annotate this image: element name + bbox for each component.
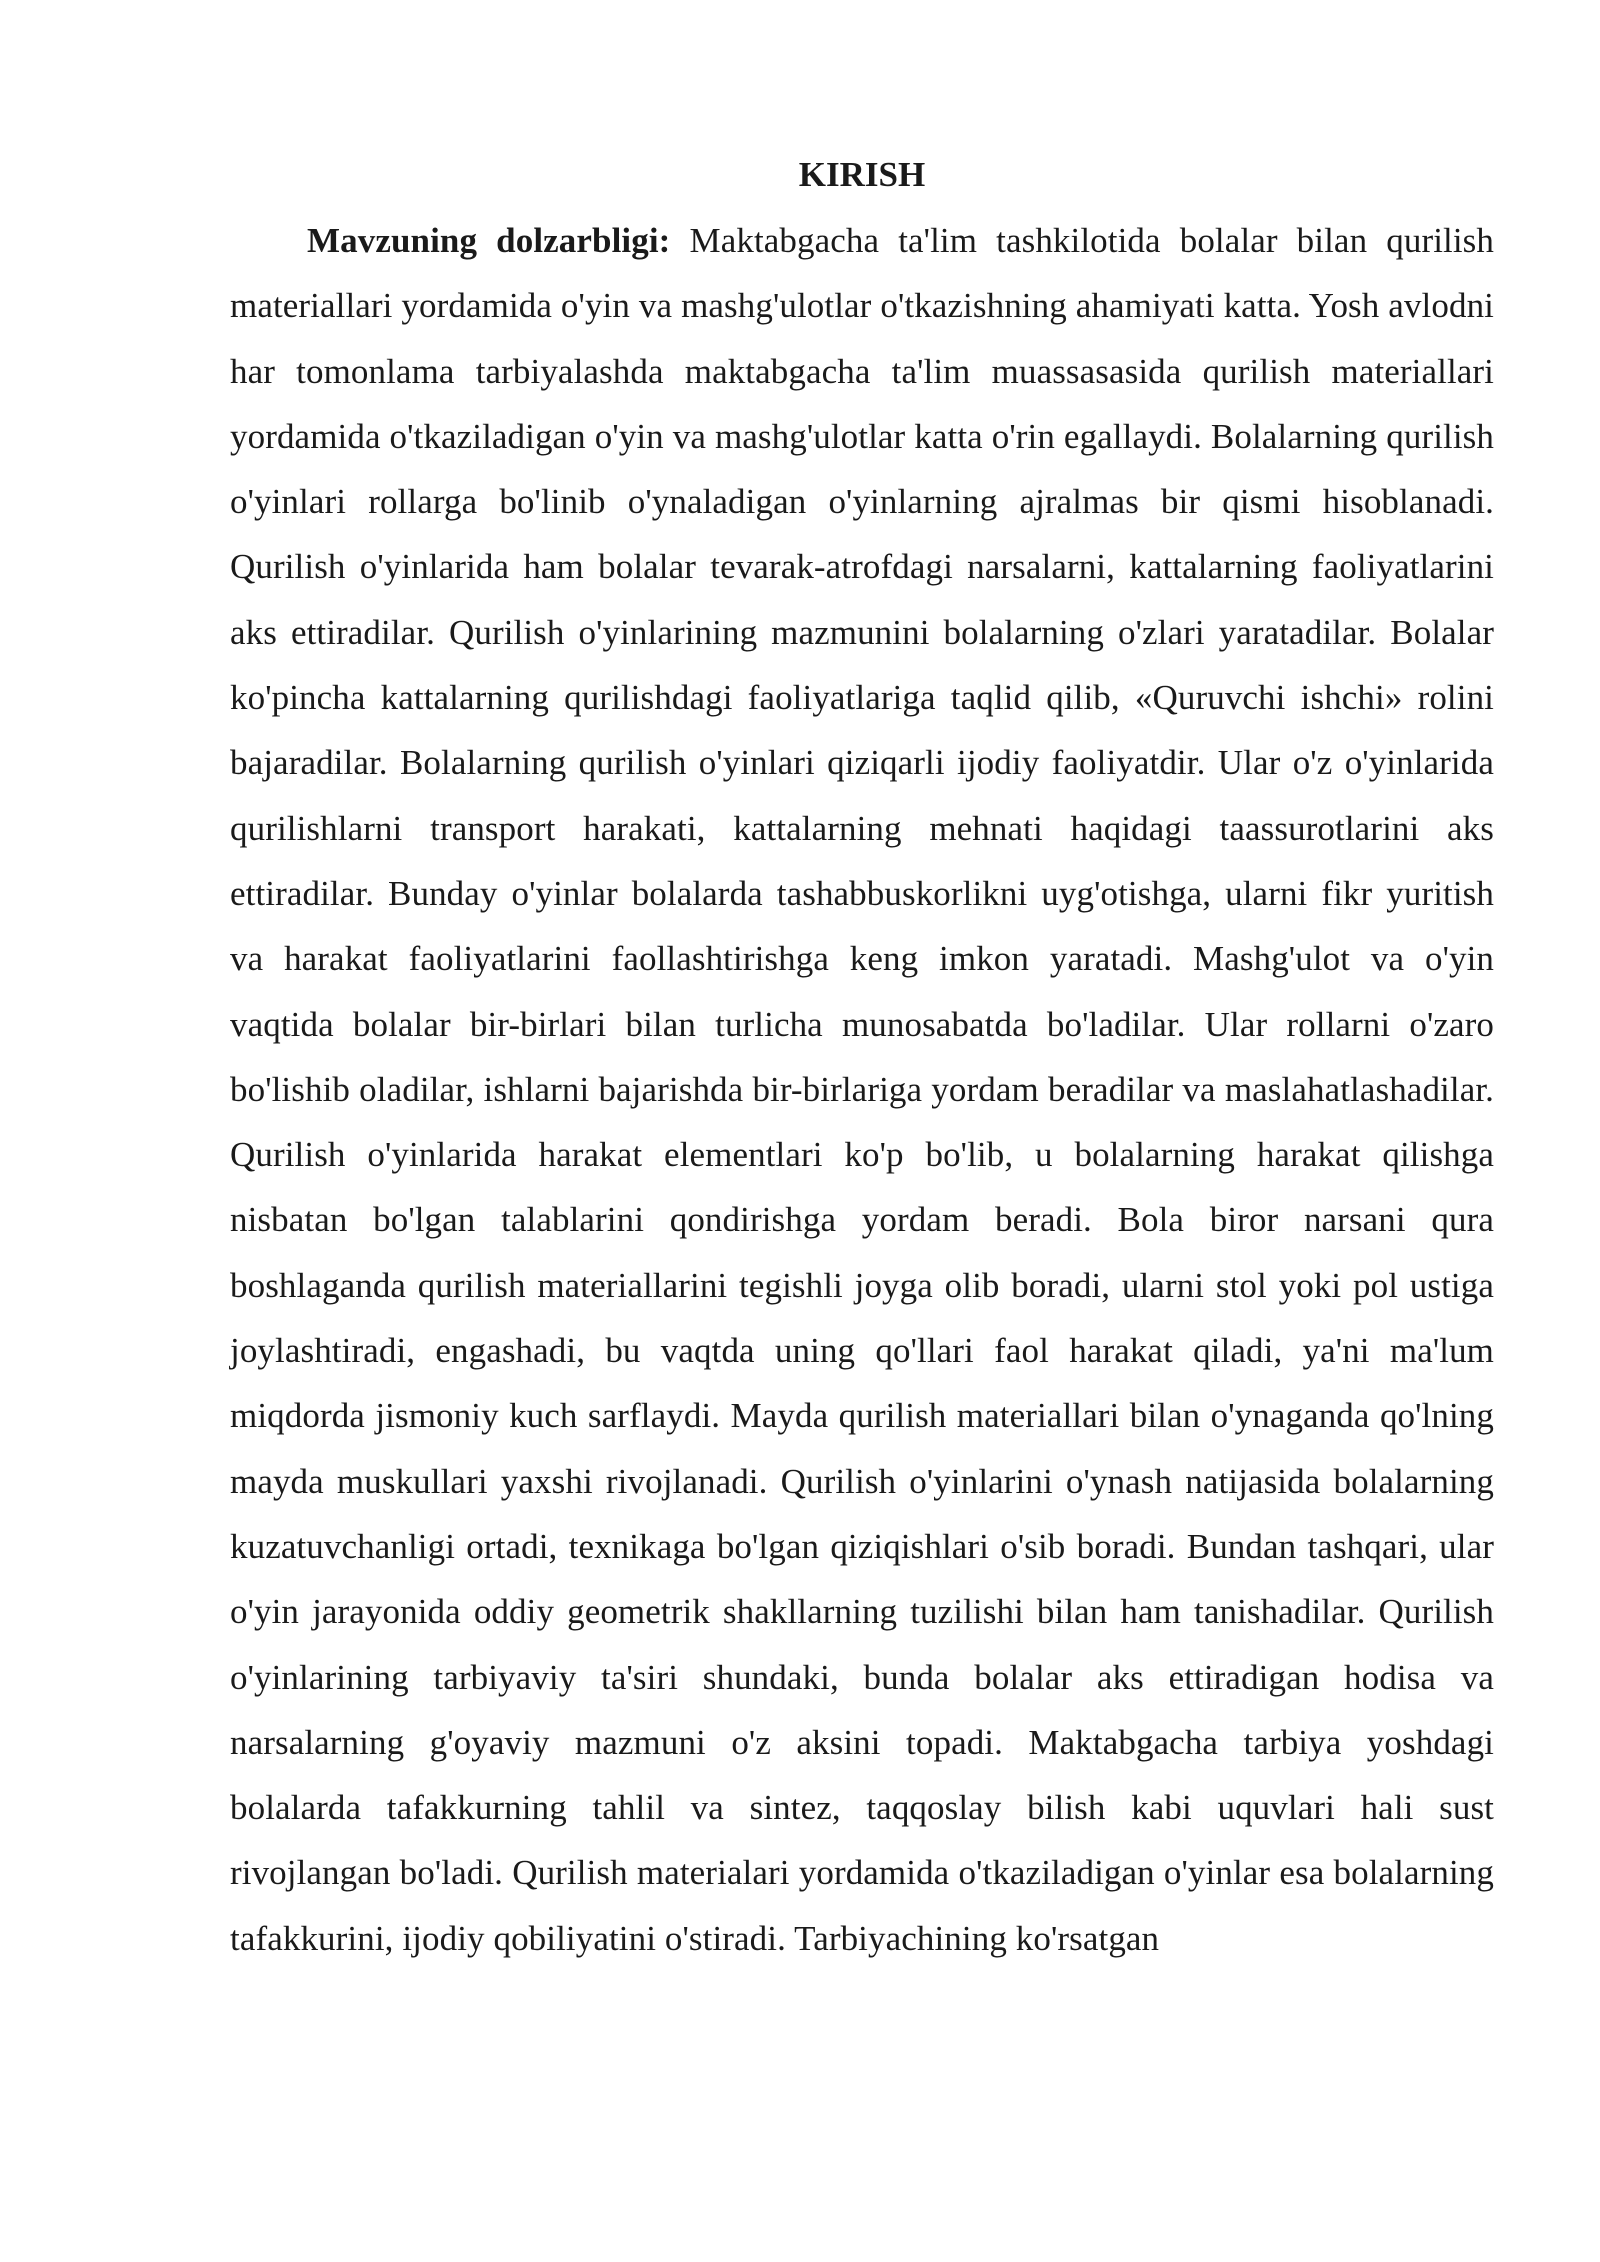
paragraph-text: Maktabgacha ta'lim tashkilotida bolalar bilan qurilish materiallari yordamida o'yin va mashg'ulotlar o'tkazishning ahamiyati katta. Yosh avlodni har tomonlama tarbiyalashda maktabgacha ta'lim muassasasida qurilish materiallari yordamida o'tkaziladigan o'yin va mashg'ulotlar katta o'rin egallaydi. Bolalarning qurilish o'yinlari rollarga bo'linib o'ynaladigan o'yinlarning ajralmas bir qismi hisoblanadi. Qurilish o'yinlarida ham bolalar tevarak-atrofdagi narsalarni, kattalarning faoliyatlarini aks ettiradilar. Qurilish o'yinlarining mazmunini bolalarning o'zlari yaratadilar. Bolalar ko'pincha kattalarning qurilishdagi faoliyatlariga taqlid qilib, «Quruvchi ishchi» rolini bajaradilar. Bolalarning qurilish o'yinlari qiziqarli ijodiy faoliyatdir. Ular o'z o'yinlarida qurilishlarni transport harakati, kattalarning mehnati haqidagi taassurotlarini aks ettiradilar. Bunday o'yinlar bolalarda tashabbuskorlikni uyg'otishga, ularni fikr yuritish va harakat faoliyatlarini faollashtirishga keng imkon yaratadi. Mashg'ulot va o'yin vaqtida bolalar bir-birlari bilan turlicha munosabatda bo'ladilar. Ular rollarni o'zaro bo'lishib oladilar, ishlarni bajarishda bir-birlariga yordam beradilar va maslahatlashadilar. Qurilish o'yinlarida harakat elementlari ko'p bo'lib, u bolalarning harakat qilishga nisbatan bo'lgan talablarini qondirishga yordam beradi. Bola biror narsani qura boshlaganda qurilish materiallarini tegishli joyga olib boradi, ularni stol yoki pol ustiga joylashtiradi, engashadi, bu vaqtda uning qo'llari faol harakat qiladi, ya'ni ma'lum miqdorda jismoniy kuch sarflaydi. Mayda qurilish materiallari bilan o'ynaganda qo'lning mayda muskullari yaxshi rivojlanadi. Qurilish o'yinlarini o'ynash natijasida bolalarning kuzatuvchanligi ortadi, texnikaga bo'lgan qiziqishlari o'sib boradi. Bundan tashqari, ular o'yin jarayonida oddiy geometrik shakllarning tuzilishi bilan ham tanishadilar. Qurilish o'yinlarining tarbiyaviy ta'siri shundaki, bunda bolalar aks ettiradigan hodisa va narsalarning g'oyaviy mazmuni o'z aksini topadi. Maktabgacha tarbiya yoshdagi bolalarda tafakkurning tahlil va sintez, taqqoslay bilish kabi uquvlari hali sust rivojlangan bo'ladi. Qurilish materialari yordamida o'tkaziladigan o'yinlar esa bolalarning tafakkurini, ijodiy qobiliyatini o'stiradi. Tarbiyachining ko'rsatgan xyxy=(230,221,1494,1958)
lead-label: Mavzuning dolzarbligi: xyxy=(307,221,671,260)
document-page xyxy=(230,150,1494,1971)
body-paragraph xyxy=(230,208,1494,1971)
section-heading: KIRISH xyxy=(798,155,926,194)
